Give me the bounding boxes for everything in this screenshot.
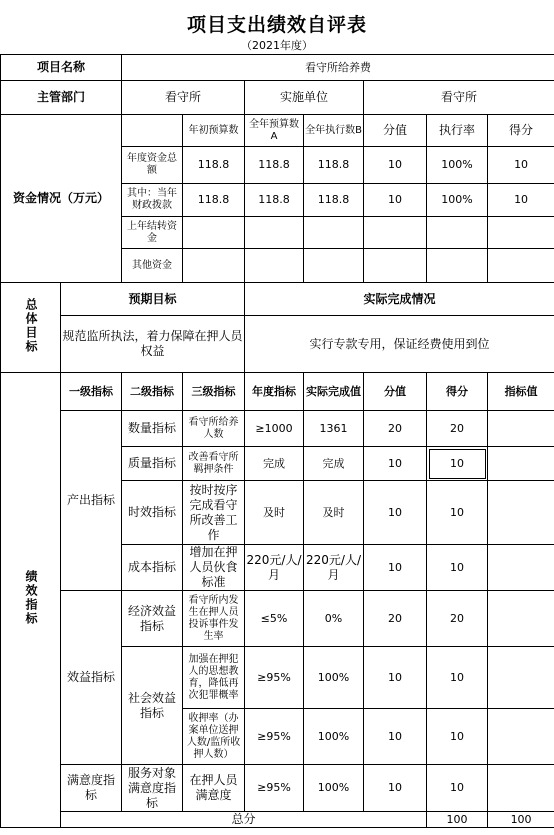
perf-target: 及时 — [245, 481, 304, 545]
funds-cell — [304, 217, 364, 249]
funds-cell: 10 — [364, 147, 427, 184]
page-title: 项目支出绩效自评表 — [186, 14, 367, 36]
funds-cell — [304, 249, 364, 283]
perf-actual: 0% — [304, 591, 364, 647]
perf-level2: 社会效益指标 — [122, 647, 183, 765]
goal-actual-header: 实际完成情况 — [245, 283, 554, 316]
perf-header: 得分 — [427, 373, 488, 411]
perf-indicator — [488, 765, 554, 812]
goal-actual: 实行专款专用，保证经费使用到位 — [245, 316, 554, 373]
perf-score-value: 20 — [364, 591, 427, 647]
perf-level3: 在押人员满意度 — [183, 765, 245, 812]
perf-row — [1, 411, 554, 447]
perf-target: ≤5% — [245, 591, 304, 647]
perf-level1: 效益指标 — [61, 591, 122, 765]
perf-indicator — [488, 647, 554, 709]
perf-label-cell — [1, 373, 61, 828]
funds-cell: 100% — [427, 184, 488, 217]
perf-target: ≥95% — [245, 647, 304, 709]
perf-score-value: 10 — [364, 647, 427, 709]
perf-indicator — [488, 709, 554, 765]
perf-indicator — [488, 411, 554, 447]
project-label: 项目名称 — [1, 55, 122, 81]
funds-cell: 10 — [488, 184, 554, 217]
perf-indicator — [488, 447, 554, 481]
perf-header: 实际完成值 — [304, 373, 364, 411]
perf-score-value: 10 — [364, 765, 427, 812]
perf-row — [1, 591, 554, 647]
goal-label: 总体目标 — [24, 297, 38, 354]
perf-level2: 质量指标 — [122, 447, 183, 481]
total-score-value: 100 — [427, 812, 488, 828]
perf-score-value: 10 — [364, 545, 427, 591]
perf-score-value: 10 — [364, 447, 427, 481]
goal-expected: 规范监所执法，着力保障在押人员权益 — [61, 316, 245, 373]
perf-level3: 加强在押犯人的思想教育，降低再次犯罪概率 — [183, 647, 245, 709]
funds-header: 全年预算数A — [245, 115, 304, 147]
funds-cell — [488, 217, 554, 249]
funds-cell — [183, 249, 245, 283]
perf-indicator — [488, 591, 554, 647]
perf-level3: 收押率（办案单位送押人数/监所收押人数） — [183, 709, 245, 765]
funds-cell: 118.8 — [183, 184, 245, 217]
funds-cell: 100% — [427, 147, 488, 184]
funds-cell: 118.8 — [183, 147, 245, 184]
funds-header: 年初预算数 — [183, 115, 245, 147]
perf-score-value: 10 — [364, 481, 427, 545]
perf-header: 指标值 — [488, 373, 554, 411]
funds-cell: 118.8 — [304, 147, 364, 184]
funds-header-row — [1, 115, 554, 147]
goal-header-row — [1, 283, 554, 316]
perf-header-row — [1, 373, 554, 411]
project-value: 看守所给养费 — [122, 55, 554, 81]
perf-level2: 经济效益指标 — [122, 591, 183, 647]
total-row — [1, 812, 554, 828]
funds-cell: 118.8 — [245, 184, 304, 217]
funds-cell — [427, 249, 488, 283]
perf-indicator — [488, 481, 554, 545]
perf-level2: 服务对象满意度指标 — [122, 765, 183, 812]
evaluation-table — [0, 54, 554, 828]
goal-label-cell — [1, 283, 61, 373]
perf-header: 二级指标 — [122, 373, 183, 411]
goal-expected-header: 预期目标 — [61, 283, 245, 316]
perf-score: 10 — [427, 709, 488, 765]
perf-score: 10 — [427, 545, 488, 591]
funds-header: 全年执行数B — [304, 115, 364, 147]
perf-actual: 及时 — [304, 481, 364, 545]
perf-actual: 100% — [304, 647, 364, 709]
perf-level3: 看守所内发生在押人员投诉事件发生率 — [183, 591, 245, 647]
total-label: 总分 — [61, 812, 427, 828]
funds-row-name: 年度资金总额 — [122, 147, 183, 184]
goal-content-row — [1, 316, 554, 373]
funds-cell: 118.8 — [245, 147, 304, 184]
perf-actual: 1361 — [304, 411, 364, 447]
perf-score: 20 — [427, 411, 488, 447]
perf-actual: 完成 — [304, 447, 364, 481]
funds-cell — [245, 249, 304, 283]
perf-target: ≥1000 — [245, 411, 304, 447]
perf-actual: 100% — [304, 765, 364, 812]
impl-value: 看守所 — [364, 81, 554, 115]
perf-score-selected-cell[interactable]: 10 — [427, 447, 488, 481]
perf-level3: 看守所给养人数 — [183, 411, 245, 447]
perf-level2: 时效指标 — [122, 481, 183, 545]
funds-cell: 10 — [364, 184, 427, 217]
total-score: 100 — [488, 812, 554, 828]
perf-target: ≥95% — [245, 765, 304, 812]
perf-target: ≥95% — [245, 709, 304, 765]
perf-indicator — [488, 545, 554, 591]
perf-header: 一级指标 — [61, 373, 122, 411]
perf-actual: 100% — [304, 709, 364, 765]
perf-level1: 产出指标 — [61, 411, 122, 591]
perf-score: 10 — [427, 647, 488, 709]
dept-value: 看守所 — [122, 81, 245, 115]
funds-cell — [245, 217, 304, 249]
funds-cell: 118.8 — [304, 184, 364, 217]
perf-label: 绩效指标 — [24, 570, 38, 627]
funds-row-name: 上年结转资金 — [122, 217, 183, 249]
project-row — [1, 55, 554, 81]
funds-cell: 10 — [488, 147, 554, 184]
perf-header: 年度指标 — [245, 373, 304, 411]
perf-score: 10 — [427, 765, 488, 812]
funds-cell — [488, 249, 554, 283]
perf-level1: 满意度指标 — [61, 765, 122, 812]
page-subtitle: （2021年度） — [241, 39, 313, 52]
perf-target: 220元/人/月 — [245, 545, 304, 591]
funds-header: 得分 — [488, 115, 554, 147]
perf-score-value: 10 — [364, 709, 427, 765]
perf-score: 10 — [427, 481, 488, 545]
perf-actual: 220元/人/月 — [304, 545, 364, 591]
funds-cell — [364, 217, 427, 249]
funds-label: 资金情况（万元） — [1, 115, 122, 283]
perf-level2: 成本指标 — [122, 545, 183, 591]
dept-label: 主管部门 — [1, 81, 122, 115]
perf-level3: 按时按序完成看守所改善工作 — [183, 481, 245, 545]
funds-header: 分值 — [364, 115, 427, 147]
funds-cell — [183, 217, 245, 249]
funds-cell — [427, 217, 488, 249]
perf-level3: 改善看守所羁押条件 — [183, 447, 245, 481]
funds-row-name: 其中：当年财政拨款 — [122, 184, 183, 217]
funds-header: 执行率 — [427, 115, 488, 147]
perf-level3: 增加在押人员伙食标准 — [183, 545, 245, 591]
perf-score-value: 20 — [364, 411, 427, 447]
dept-row — [1, 81, 554, 115]
perf-level2: 数量指标 — [122, 411, 183, 447]
perf-header: 三级指标 — [183, 373, 245, 411]
funds-empty-header — [122, 115, 183, 147]
perf-header: 分值 — [364, 373, 427, 411]
impl-label: 实施单位 — [245, 81, 364, 115]
perf-row — [1, 765, 554, 812]
funds-cell — [364, 249, 427, 283]
funds-row-name: 其他资金 — [122, 249, 183, 283]
perf-score: 20 — [427, 591, 488, 647]
perf-target: 完成 — [245, 447, 304, 481]
